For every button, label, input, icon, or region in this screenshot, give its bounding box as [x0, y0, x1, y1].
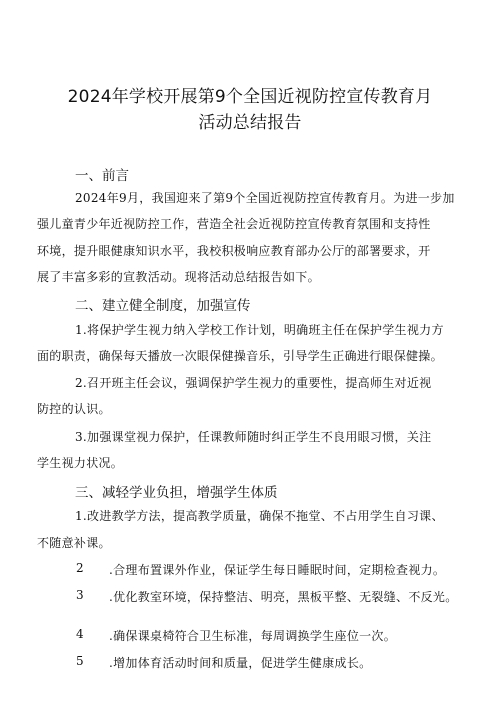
list-item-number: 2 — [76, 561, 84, 575]
list-item-line: 1.改进教学方法，提高教学质量，确保不拖堂、不占用学生自习课、 — [75, 509, 444, 523]
paragraph-line: 强儿童青少年近视防控工作，营造全社会近视防控宣传教育氛围和支持性 — [37, 217, 431, 231]
list-item-line: 1.将保护学生视力纳入学校工作计划，明确班主任在保护学生视力方 — [75, 323, 444, 337]
paragraph-line: 环境，提升眼健康知识水平，我校积极响应教育部办公厅的部署要求，开 — [37, 244, 431, 258]
list-item-text: .合理布置课外作业，保证学生每日睡眠时间，定期检查视力。 — [109, 563, 446, 577]
list-item-line: 3.加强课堂视力保护，任课教师随时纠正学生不良用眼习惯，关注 — [75, 430, 432, 444]
list-item-text: .确保课桌椅符合卫生标准，每周调换学生座位一次。 — [109, 629, 397, 643]
list-item-text: .优化教室环境，保持整洁、明亮，黑板平整、无裂缝、不反光。 — [109, 590, 458, 604]
list-item-line: 2.召开班主任会议，强调保护学生视力的重要性，提高师生对近视 — [75, 376, 432, 390]
section-heading-preface: 一、前言 — [75, 168, 129, 184]
section-heading-burden: 三、减轻学业负担，增强学生体质 — [75, 485, 278, 501]
list-item-line: 面的职责，确保每天播放一次眼保健操音乐，引导学生正确进行眼保健操。 — [37, 349, 443, 363]
list-item-number: 3 — [76, 588, 84, 602]
paragraph-line: 展了丰富多彩的宣教活动。现将活动总结报告如下。 — [37, 270, 320, 284]
report-title-line-1: 2024年学校开展第9个全国近视防控宣传教育月 — [67, 87, 433, 107]
list-item-number: 4 — [76, 627, 84, 641]
section-heading-system: 二、建立健全制度，加强宣传 — [75, 298, 251, 314]
report-title-line-2: 活动总结报告 — [198, 113, 302, 133]
list-item-line: 不随意补课。 — [37, 536, 111, 550]
list-item-text: .增加体育活动时间和质量，促进学生健康成长。 — [109, 656, 372, 670]
list-item-line: 学生视力状况。 — [37, 456, 124, 470]
paragraph-line: 2024年9月，我国迎来了第9个全国近视防控宣传教育月。为进一步加 — [75, 191, 455, 205]
list-item-number: 5 — [76, 654, 84, 668]
list-item-line: 防控的认识。 — [37, 402, 111, 416]
